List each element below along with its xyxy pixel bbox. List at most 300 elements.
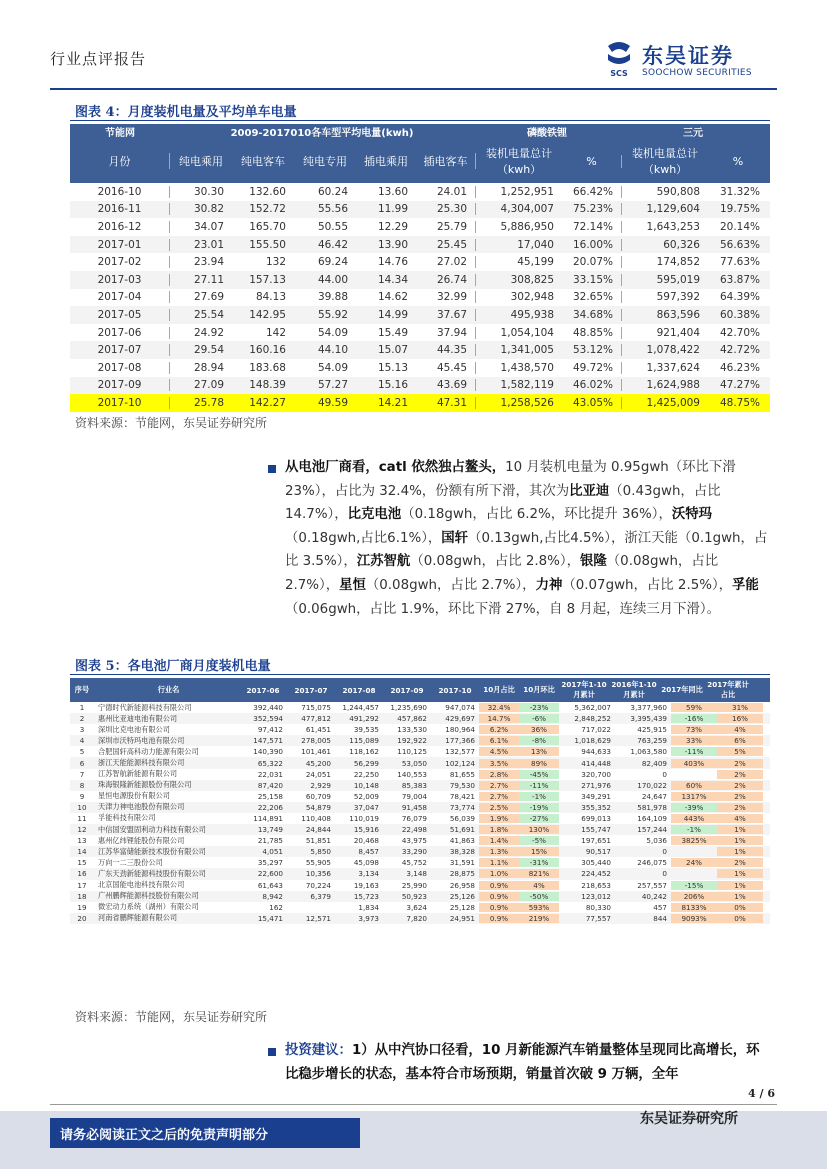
- fig5-cell: 32.4%: [479, 703, 519, 712]
- fig5-cell: 56,299: [353, 758, 379, 768]
- fig5-cell: 11: [77, 813, 87, 823]
- fig5-cell: 76,079: [401, 813, 427, 823]
- fig4-row-highlight: [70, 394, 770, 412]
- fig5-cell: 2.7%: [479, 781, 519, 790]
- fig4-cell: 2017-05: [70, 309, 170, 321]
- fig5-cell: 699,013: [581, 813, 611, 823]
- fig5-cell: 5,850: [310, 847, 331, 857]
- fig5-cell: 22,498: [401, 825, 427, 835]
- fig5-cell: 55,905: [305, 858, 331, 868]
- fig5-col: 2017年1-10月累计: [561, 680, 607, 699]
- fig5-cell: 352,594: [253, 714, 283, 724]
- fig4-cell: 25.30: [416, 203, 476, 215]
- fig4-cell: 148.39: [249, 379, 286, 392]
- fig4-cell: 2017-02: [70, 256, 170, 268]
- fig4-cell: 57.27: [317, 379, 348, 392]
- fig5-cell: 惠州亿纬锂能股份有限公司: [98, 835, 185, 845]
- fig5-cell: 惠州比亚迪电池有限公司: [98, 713, 178, 723]
- fig4-cell: 30.30: [193, 185, 224, 198]
- fig5-cell: 19: [77, 902, 87, 912]
- fig5-cell: 1,834: [358, 902, 379, 912]
- fig4-cell: 50.55: [317, 220, 348, 233]
- fig5-cell: 3,134: [358, 869, 379, 879]
- para1: [285, 456, 770, 621]
- fig4-col: 装机电量总计（kwh）: [632, 147, 698, 176]
- fig5-cell: 3,148: [406, 869, 427, 879]
- fig4-cell: 595,019: [656, 273, 700, 286]
- fig5-cell: 31,591: [449, 858, 475, 868]
- fig5-cell: 39,535: [353, 725, 379, 735]
- logo-mark-icon: [604, 40, 634, 78]
- fig4-cell: 47.31: [416, 397, 476, 409]
- fig5-cell: 4: [79, 736, 85, 746]
- fig5-cell: 1.0%: [479, 869, 519, 878]
- fig5-cell: -19%: [519, 803, 559, 812]
- fig5-cell: 13: [77, 836, 87, 846]
- fig5-cell: -50%: [519, 892, 559, 901]
- fig5-cell: 16%: [717, 714, 763, 723]
- fig4-cell: 19.75%: [719, 203, 760, 216]
- fig5-cell: 8133%: [671, 903, 717, 912]
- fig4-cell: 43.05%: [562, 397, 622, 409]
- fig4-cell: 1,078,422: [646, 344, 700, 357]
- fig4-cell: 32.99: [416, 291, 476, 303]
- fig4-cell: 14.76: [377, 256, 408, 269]
- fig5-cell: 33%: [671, 736, 717, 745]
- fig4-cell: 27.09: [193, 379, 224, 392]
- fig4-cell: 25.79: [416, 221, 476, 233]
- fig4-cell: 29.54: [193, 344, 224, 357]
- fig4-source: 资料来源：节能网，东吴证券研究所: [75, 416, 268, 430]
- fig5-row: [70, 846, 770, 857]
- fig5-cell: 1%: [717, 869, 763, 878]
- fig5-cell: 51,851: [305, 836, 331, 846]
- fig5-cell: 宁德时代新能源科技有限公司: [98, 702, 192, 712]
- fig5-cell: 1,063,580: [630, 747, 667, 757]
- fig4-cell: 157.13: [249, 273, 286, 286]
- fig4-cell: 2016-12: [70, 221, 170, 233]
- fig5-cell: 45,098: [353, 858, 379, 868]
- fig5-cell: 广东天劲新能源科技股份有限公司: [98, 868, 206, 878]
- fig5-cell: 0.9%: [479, 914, 519, 923]
- para2: [285, 1039, 770, 1086]
- fig4-cell: 160.16: [249, 344, 286, 357]
- fig4-cell: 77.63%: [719, 256, 760, 269]
- fig5-cell: 孚能科技有限公司: [98, 813, 156, 823]
- fig4-row: [70, 253, 770, 271]
- fig4-cell: 11.99: [377, 203, 408, 216]
- fig4-cell: 27.11: [193, 273, 224, 286]
- para1-s7: （0.08gwh，占比 2.7%），: [285, 554, 719, 593]
- fig5-cell: 87,420: [257, 780, 283, 790]
- para1-s8: （0.08gwh，占比 2.7%），: [365, 577, 536, 593]
- fig5-cell: 10,148: [353, 780, 379, 790]
- fig5-cell: 180,964: [445, 725, 475, 735]
- fig5-cell: 170,022: [637, 780, 667, 790]
- fig5-cell: 0%: [717, 914, 763, 923]
- fig4-row: [70, 218, 770, 236]
- para1-xh: 星恒: [339, 577, 366, 593]
- fig4-cell: 142: [265, 326, 286, 339]
- fig5-cell: 457,862: [397, 714, 427, 724]
- fig5-cell: 5,036: [646, 836, 667, 846]
- fig5-row: [70, 780, 770, 791]
- fig5-col: 行业名: [157, 685, 180, 694]
- fig5-cell: 江苏智航新能源有限公司: [98, 769, 178, 779]
- fig5-cell: 9: [79, 791, 85, 801]
- fig4-cell: 495,938: [510, 308, 554, 321]
- fig5-cell: 78,421: [449, 791, 475, 801]
- fig5-cell: -23%: [519, 703, 559, 712]
- fig5-cell: 14: [77, 847, 87, 857]
- para2-text: 1）从中汽协口径看，10 月新能源汽车销量整体呈现同比高增长，环比稳步增长的状态，基本符合市场预期，销量首次破 9 万辆，全年: [285, 1043, 760, 1082]
- fig5-cell: 115,089: [349, 736, 379, 746]
- fig5-row: [70, 857, 770, 868]
- fig5-cell: 593%: [519, 903, 559, 912]
- fig5-row: [70, 791, 770, 802]
- footer-institute: 东吴证券研究所: [640, 1111, 738, 1127]
- fig5-cell: 2.8%: [479, 770, 519, 779]
- fig5-cell: 中信国安盟固利动力科技有限公司: [98, 824, 206, 834]
- fig5-row: [70, 769, 770, 780]
- fig5-cell: 25,126: [449, 891, 475, 901]
- fig5-cell: 110,408: [301, 813, 331, 823]
- fig5-cell: -5%: [519, 836, 559, 845]
- fig4-cell: 64.39%: [719, 291, 760, 304]
- fig5-cell: 17: [77, 880, 87, 890]
- fig5-cell: 3825%: [671, 836, 717, 845]
- fig5-cell: 114,891: [253, 813, 283, 823]
- fig4-cell: 15.13: [377, 361, 408, 374]
- fig5-cell: -1%: [671, 825, 717, 834]
- fig5-row: [70, 868, 770, 879]
- para2-bullet: [268, 1048, 276, 1056]
- fig5-cell: 4%: [717, 814, 763, 823]
- fig4-cell: 590,808: [656, 185, 700, 198]
- fig5-title: 图表 5：各电池厂商月度装机电量: [75, 659, 271, 674]
- fig4-cell: 32.65%: [562, 291, 622, 303]
- fig5-cell: 844: [653, 913, 667, 923]
- fig5-cell: 77,557: [585, 913, 611, 923]
- fig5-cell: 3: [79, 725, 85, 735]
- fig5-cell: 4%: [717, 725, 763, 734]
- fig5-cell: -8%: [519, 736, 559, 745]
- fig5-row: [70, 902, 770, 913]
- fig5-cell: 41,863: [449, 836, 475, 846]
- fig5-cell: 10: [77, 802, 87, 812]
- fig5-cell: 24,647: [641, 791, 667, 801]
- fig4-cell: 44.10: [317, 344, 348, 357]
- fig5-cell: 246,075: [637, 858, 667, 868]
- fig4-cell: 165.70: [249, 220, 286, 233]
- fig4-cell: 45.45: [416, 362, 476, 374]
- fig4-cell: 1,337,624: [646, 361, 700, 374]
- fig4-cell: 2016-10: [70, 186, 170, 198]
- fig4-cell: 49.59: [317, 396, 348, 409]
- fig5-cell: 80,330: [585, 902, 611, 912]
- fig4-cell: 54.09: [317, 361, 348, 374]
- fig5-body: [70, 702, 770, 924]
- fig4-col: 纯电专用: [303, 155, 347, 168]
- fig5-cell: 1,018,629: [574, 736, 611, 746]
- fig5-cell: 0: [662, 869, 667, 879]
- fig5-col: 2017-07: [294, 685, 328, 695]
- fig5-cell: 118,162: [349, 747, 379, 757]
- fig4-cell: 1,252,951: [500, 185, 554, 198]
- fig5-cell: 14.7%: [479, 714, 519, 723]
- fig4-cell: 597,392: [656, 291, 700, 304]
- logo-en: SOOCHOW SECURITIES: [642, 68, 752, 78]
- fig5-cell: -11%: [671, 747, 717, 756]
- fig4-cell: 72.14%: [562, 221, 622, 233]
- fig5-cell: 20: [77, 913, 87, 923]
- fig5-cell: 22,250: [353, 769, 379, 779]
- fig4-cell: 1,129,604: [646, 203, 700, 216]
- fig4-cell: 1,054,104: [500, 326, 554, 339]
- fig4-cell: 44.00: [317, 273, 348, 286]
- fig5-cell: 947,074: [445, 703, 475, 713]
- fig5-cell: 10,356: [305, 869, 331, 879]
- fig5-cell: 15%: [519, 847, 559, 856]
- fig5-cell: 6,379: [310, 891, 331, 901]
- fig4-cell: 26.74: [416, 274, 476, 286]
- fig4-cell: 75.23%: [562, 203, 622, 215]
- fig5-cell: 2,929: [310, 780, 331, 790]
- fig4-cell: 20.07%: [562, 256, 622, 268]
- fig5-row: [70, 891, 770, 902]
- fig5-cell: 33,290: [401, 847, 427, 857]
- para1-bullet: [268, 465, 276, 473]
- fig4-head1: [70, 124, 770, 139]
- logo-mark-text: SCS: [610, 69, 628, 78]
- fig5-cell: 40,242: [641, 891, 667, 901]
- fig5-row: [70, 824, 770, 835]
- fig5-cell: 491,292: [349, 714, 379, 724]
- fig5-cell: 6: [79, 758, 85, 768]
- fig5-cell: 392,440: [253, 703, 283, 713]
- fig5-cell: 24,844: [305, 825, 331, 835]
- fig5-cell: 8: [79, 780, 85, 790]
- fig4-cell: 2017-03: [70, 274, 170, 286]
- fig5-cell: 162: [269, 902, 283, 912]
- fig5-cell: 5%: [717, 747, 763, 756]
- fig5-cell: 61,643: [257, 880, 283, 890]
- para1-ls: 力神: [535, 577, 563, 593]
- fig4-col: %: [562, 155, 622, 168]
- fig5-cell: 15,723: [353, 891, 379, 901]
- fig4-cell: 2017-08: [70, 362, 170, 374]
- para1-yl: 银隆: [580, 554, 607, 570]
- para1-byd: 比亚迪: [569, 483, 610, 499]
- fig5-cell: 45,200: [305, 758, 331, 768]
- fig4-cell: 20.14%: [719, 220, 760, 233]
- para1-s3: （0.18gwh，占比 6.2%，环比提升 36%），: [401, 507, 672, 523]
- fig5-cell: 157,244: [637, 825, 667, 835]
- fig5-col: 2017-10: [438, 685, 472, 695]
- fig5-head: [70, 678, 770, 702]
- fig5-cell: 1,235,690: [390, 703, 427, 713]
- fig4-body: [70, 183, 770, 412]
- fig5-cell: 2,848,252: [574, 714, 611, 724]
- fig5-cell: 581,978: [637, 802, 667, 812]
- fig5-cell: 25,128: [449, 902, 475, 912]
- fig4-cell: 2016-11: [70, 203, 170, 215]
- fig4-cell: 863,596: [656, 308, 700, 321]
- fig5-cell: 31%: [717, 703, 763, 712]
- fig5-cell: 821%: [519, 869, 559, 878]
- fig4-cell: 31.32%: [719, 185, 760, 198]
- fig5-col: 10月环比: [523, 685, 555, 694]
- fig5-cell: 133,530: [397, 725, 427, 735]
- fig5-cell: 2%: [717, 803, 763, 812]
- fig5-cell: 164,109: [637, 813, 667, 823]
- fig5-cell: 278,005: [301, 736, 331, 746]
- fig4-cell: 37.67: [416, 309, 476, 321]
- fig4-cell: 4,304,007: [500, 203, 554, 216]
- fig5-cell: 89%: [519, 759, 559, 768]
- fig5-cell: 43,975: [401, 836, 427, 846]
- fig4-cell: 308,825: [510, 273, 554, 286]
- fig5-cell: 85,383: [401, 780, 427, 790]
- fig5-cell: 79,004: [401, 791, 427, 801]
- fig4-cell: 30.82: [193, 203, 224, 216]
- fig4-cell: 142.27: [249, 396, 286, 409]
- fig5-cell: 6%: [717, 736, 763, 745]
- fig5-cell: 2%: [717, 759, 763, 768]
- fig5-cell: 50,923: [401, 891, 427, 901]
- fig5-row: [70, 880, 770, 891]
- para1-s6: （0.08gwh，占比 2.8%），: [410, 554, 580, 570]
- fig5-cell: 37,047: [353, 802, 379, 812]
- fig4-cell: 1,643,253: [646, 220, 700, 233]
- fig5-cell: 深圳市沃特玛电池有限公司: [98, 735, 185, 745]
- fig5-row: [70, 713, 770, 724]
- para1-fn: 孚能: [732, 577, 759, 593]
- fig4-cell: 1,582,119: [500, 379, 554, 392]
- fig5-cell: 广州鹏辉能源科技股份有限公司: [98, 891, 199, 901]
- fig5-cell: 24,951: [449, 913, 475, 923]
- fig4-cell: 1,425,009: [646, 396, 700, 409]
- fig5-cell: 60%: [671, 781, 717, 790]
- fig5-cell: 微宏动力系统（湖州）有限公司: [98, 902, 199, 912]
- fig5-cell: 271,976: [581, 780, 611, 790]
- fig4-cell: 39.88: [317, 291, 348, 304]
- fig5-cell: 123,012: [581, 891, 611, 901]
- fig5-cell: 130%: [519, 825, 559, 834]
- fig5-cell: 218,653: [581, 880, 611, 890]
- fig4-cell: 48.85%: [562, 327, 622, 339]
- fig5-cell: 1.8%: [479, 825, 519, 834]
- fig5-cell: 22,206: [257, 802, 283, 812]
- fig4-col: 插电乘用: [364, 155, 408, 168]
- fig4-row: [70, 289, 770, 307]
- para1-s9: （0.07gwh，占比 2.5%），: [562, 577, 733, 593]
- fig5-cell: 101,461: [301, 747, 331, 757]
- footer-divider: [50, 1104, 777, 1105]
- fig5-cell: 24,051: [305, 769, 331, 779]
- fig5-cell: 355,352: [581, 802, 611, 812]
- fig4-cell: 48.75%: [719, 396, 760, 409]
- fig5-cell: 429,697: [445, 714, 475, 724]
- fig5-row: [70, 802, 770, 813]
- fig5-cell: 91,458: [401, 802, 427, 812]
- fig5-cell: 477,812: [301, 714, 331, 724]
- fig5-cell: 合肥国轩高科动力能源有限公司: [98, 746, 199, 756]
- fig5-cell: 2: [79, 714, 85, 724]
- para1-s10: （0.06gwh，占比 1.9%，环比下滑 27%，自 8 月起，连续三月下滑）。: [285, 601, 720, 617]
- fig4-rule: [70, 120, 770, 121]
- fig5-cell: 132,577: [445, 747, 475, 757]
- fig5-cell: -39%: [671, 803, 717, 812]
- fig4-cell: 53.12%: [562, 344, 622, 356]
- fig5-cell: 3,624: [406, 902, 427, 912]
- fig5-cell: 2%: [717, 792, 763, 801]
- fig4-col: 月份: [70, 153, 170, 169]
- fig4-cell: 1,258,526: [500, 396, 554, 409]
- fig4-cell: 1,438,570: [500, 361, 554, 374]
- fig5-cell: 102,124: [445, 758, 475, 768]
- fig5-cell: 140,553: [397, 769, 427, 779]
- fig5-cell: 6.1%: [479, 736, 519, 745]
- fig5-cell: 763,259: [637, 736, 667, 746]
- fig4-cell: 46.02%: [562, 379, 622, 391]
- fig5-cell: 944,633: [581, 747, 611, 757]
- fig4-cell: 34.07: [193, 220, 224, 233]
- fig5-cell: 147,571: [253, 736, 283, 746]
- fig5-cell: 177,366: [445, 736, 475, 746]
- fig4-row: [70, 271, 770, 289]
- fig5-cell: 140,390: [253, 747, 283, 757]
- fig4-cell: 46.23%: [719, 361, 760, 374]
- fig4-cell: 23.94: [193, 256, 224, 269]
- fig5-col: 2016年1-10月累计: [611, 680, 657, 699]
- fig4-cell: 55.56: [317, 203, 348, 216]
- fig5-cell: 9093%: [671, 914, 717, 923]
- fig5-cell: 73%: [671, 725, 717, 734]
- fig5-cell: 16: [77, 869, 87, 879]
- fig5-cell: 45,752: [401, 858, 427, 868]
- fig4-cell: 2017-04: [70, 291, 170, 303]
- fig4-cell: 2017-01: [70, 239, 170, 251]
- fig5-cell: 155,747: [581, 825, 611, 835]
- fig5-row: [70, 702, 770, 713]
- fig4-cell: 302,948: [510, 291, 554, 304]
- para1-gx: 国轩: [441, 530, 469, 546]
- fig5-cell: 53,050: [401, 758, 427, 768]
- fig5-cell: 82,409: [641, 758, 667, 768]
- fig5-cell: -31%: [519, 858, 559, 867]
- fig4-row: [70, 306, 770, 324]
- fig4-cell: 183.68: [249, 361, 286, 374]
- fig5-cell: 320,700: [581, 769, 611, 779]
- fig5-cell: -45%: [519, 770, 559, 779]
- fig5-cell: 8,942: [262, 891, 283, 901]
- fig5-cell: 1: [79, 703, 85, 713]
- fig4-cell: 42.72%: [719, 344, 760, 357]
- fig4-row: [70, 377, 770, 395]
- fig4-cell: 25.78: [193, 396, 224, 409]
- fig5-cell: 457: [653, 902, 667, 912]
- fig5-row: [70, 835, 770, 846]
- fig5-cell: 8,457: [358, 847, 379, 857]
- fig4-cell: 28.94: [193, 361, 224, 374]
- fig5-col: 2017年同比: [661, 685, 703, 694]
- fig5-cell: 0.9%: [479, 881, 519, 890]
- fig5-row: [70, 913, 770, 924]
- fig5-cell: 0.9%: [479, 892, 519, 901]
- fig4-col: %: [732, 154, 744, 168]
- fig4-cell: 60.24: [317, 185, 348, 198]
